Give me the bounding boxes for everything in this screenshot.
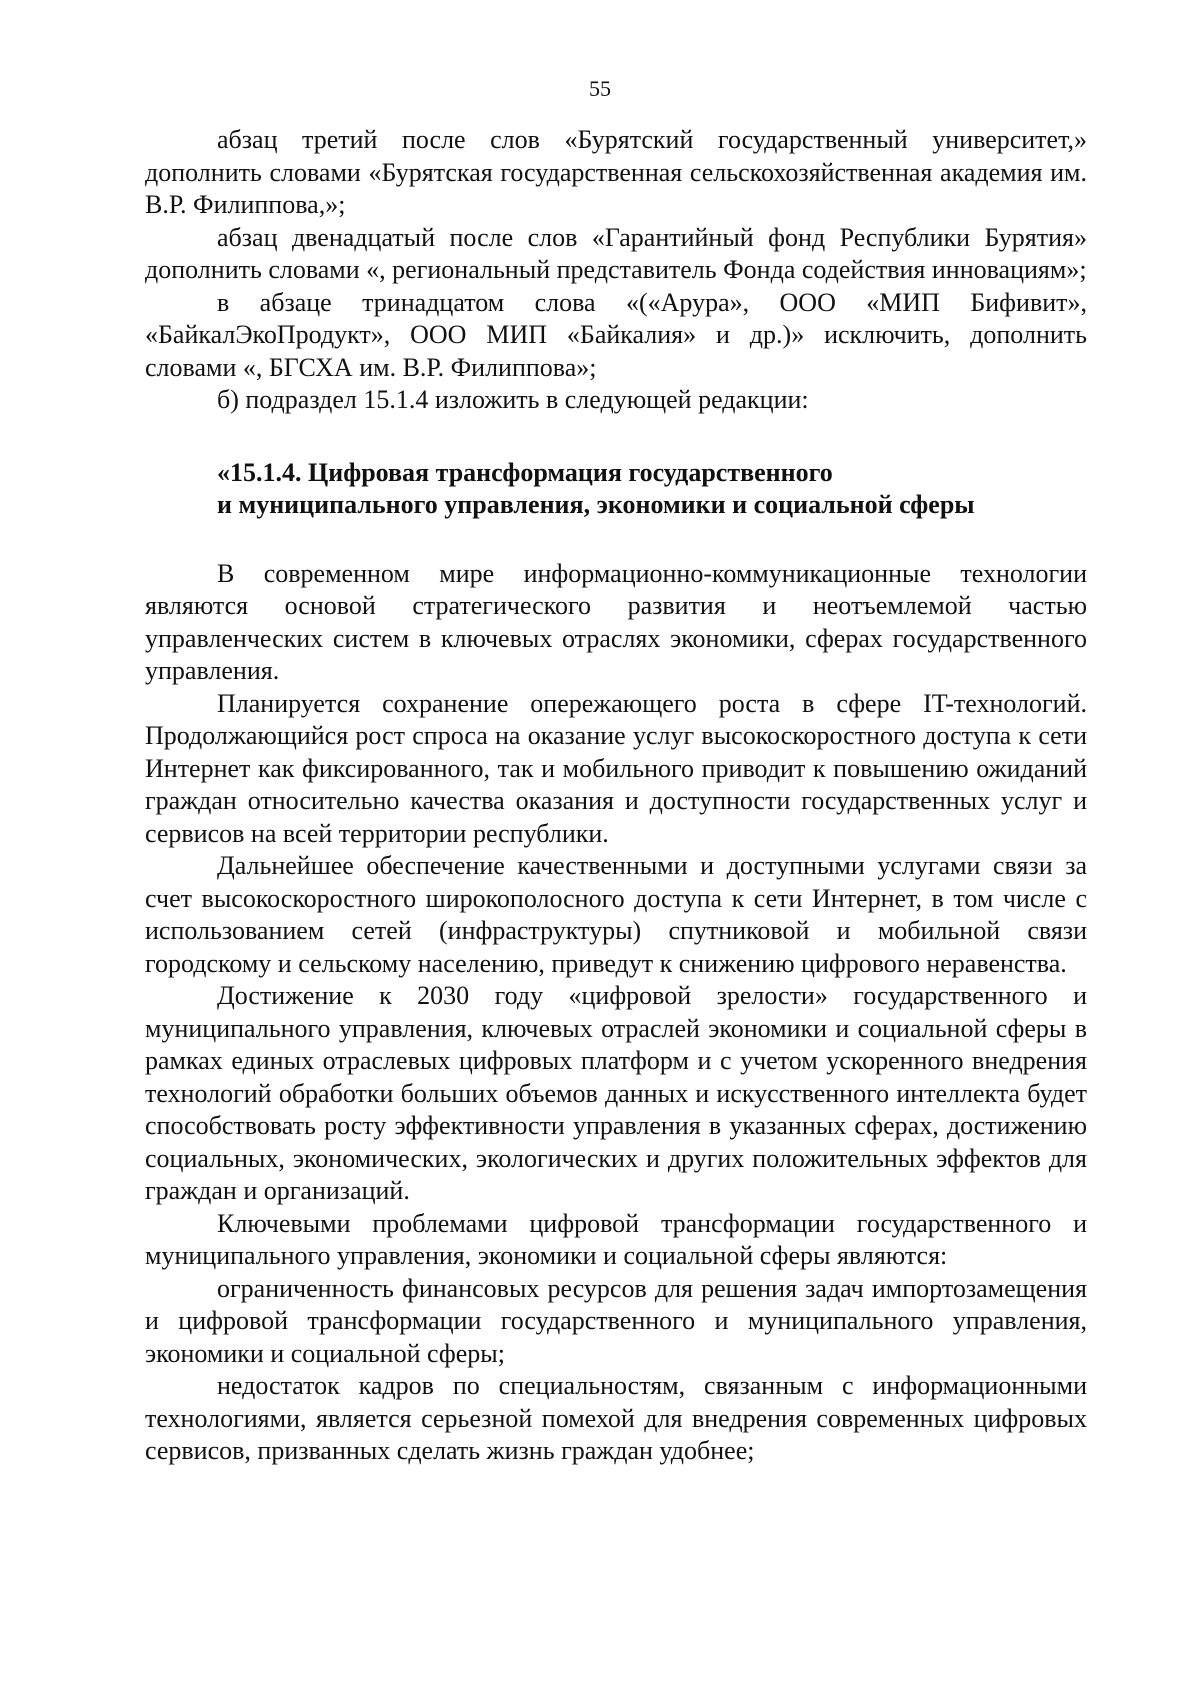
body-paragraph-6: ограниченность финансовых ресурсов для решения задач импортозамещения и цифровой трансформации государственного и муниципального управления, экономики и социальной сферы;: [145, 1273, 1087, 1368]
body-paragraph-2: Планируется сохранение опережающего роста в сфере IT-технологий. Продолжающийся рост спроса на оказание услуг высокоскоростного доступа к сети Интернет как фиксированного, так и мобильного приводит к повышению ожиданий граждан относительно качества оказания и доступности государственных услуг и сервисов на всей территории республики.: [145, 688, 1087, 848]
section-heading: [145, 457, 1087, 522]
body-paragraph-5: Ключевыми проблемами цифровой трансформации государственного и муниципального управления, экономики и социальной сферы являются:: [145, 1208, 1087, 1270]
body-paragraph-3: Дальнейшее обеспечение качественными и доступными услугами связи за счет высокоскоростного широкополосного доступа к сети Интернет, в том числе с использованием сетей (инфраструктуры) спутниковой и мобильной связи городскому и сельскому населению, приведут к снижению цифрового неравенства.: [145, 851, 1087, 978]
body-paragraph-4: Достижение к 2030 году «цифровой зрелости» государственного и муниципального управления, ключевых отраслей экономики и социальной сферы в рамках единых отраслевых цифровых платформ и с учетом ускоренного внедрения технологий обработки больших объемов данных и искусственного интеллекта будет способствовать росту эффективности управления в указанных сферах, достижению социальных, экономических, экологических и других положительных эффектов для граждан и организаций.: [145, 981, 1087, 1205]
text-column: [145, 124, 1087, 1468]
body-paragraph-1: В современном мире информационно-коммуникационные технологии являются основой стратегического развития и неотъемлемой частью управленческих систем в ключевых отраслях экономики, сферах государственного управления.: [145, 558, 1087, 685]
section-heading-line-2: и муниципального управления, экономики и социальной сферы: [217, 490, 975, 519]
body-paragraph-7: недостаток кадров по специальностям, связанным с информационными технологиями, является серьезной помехой для внедрения современных цифровых сервисов, призванных сделать жизнь граждан удобнее;: [145, 1371, 1087, 1465]
amendment-paragraph-2: абзац двенадцатый после слов «Гарантийный фонд Республики Бурятия» дополнить словами «, региональный представитель Фонда содействия инновациям»;: [145, 222, 1087, 284]
amendment-paragraph-1: абзац третий после слов «Бурятский государственный университет,» дополнить словами «Бурятская государственная сельскохозяйственная академия им. В.Р. Филиппова,»;: [145, 125, 1087, 219]
amendment-paragraph-3: в абзаце тринадцатом слова «(«Арура», ООО «МИП Бифивит», «БайкалЭкоПродукт», ООО МИП «Байкалия» и др.)» исключить, дополнить словами «, БГСХА им. В.Р. Филиппова»;: [145, 287, 1087, 382]
amendment-paragraph-4: б) подраздел 15.1.4 изложить в следующей редакции:: [217, 385, 809, 414]
section-heading-line-1: «15.1.4. Цифровая трансформация государственного: [217, 457, 833, 487]
page-number: 55: [589, 76, 611, 101]
